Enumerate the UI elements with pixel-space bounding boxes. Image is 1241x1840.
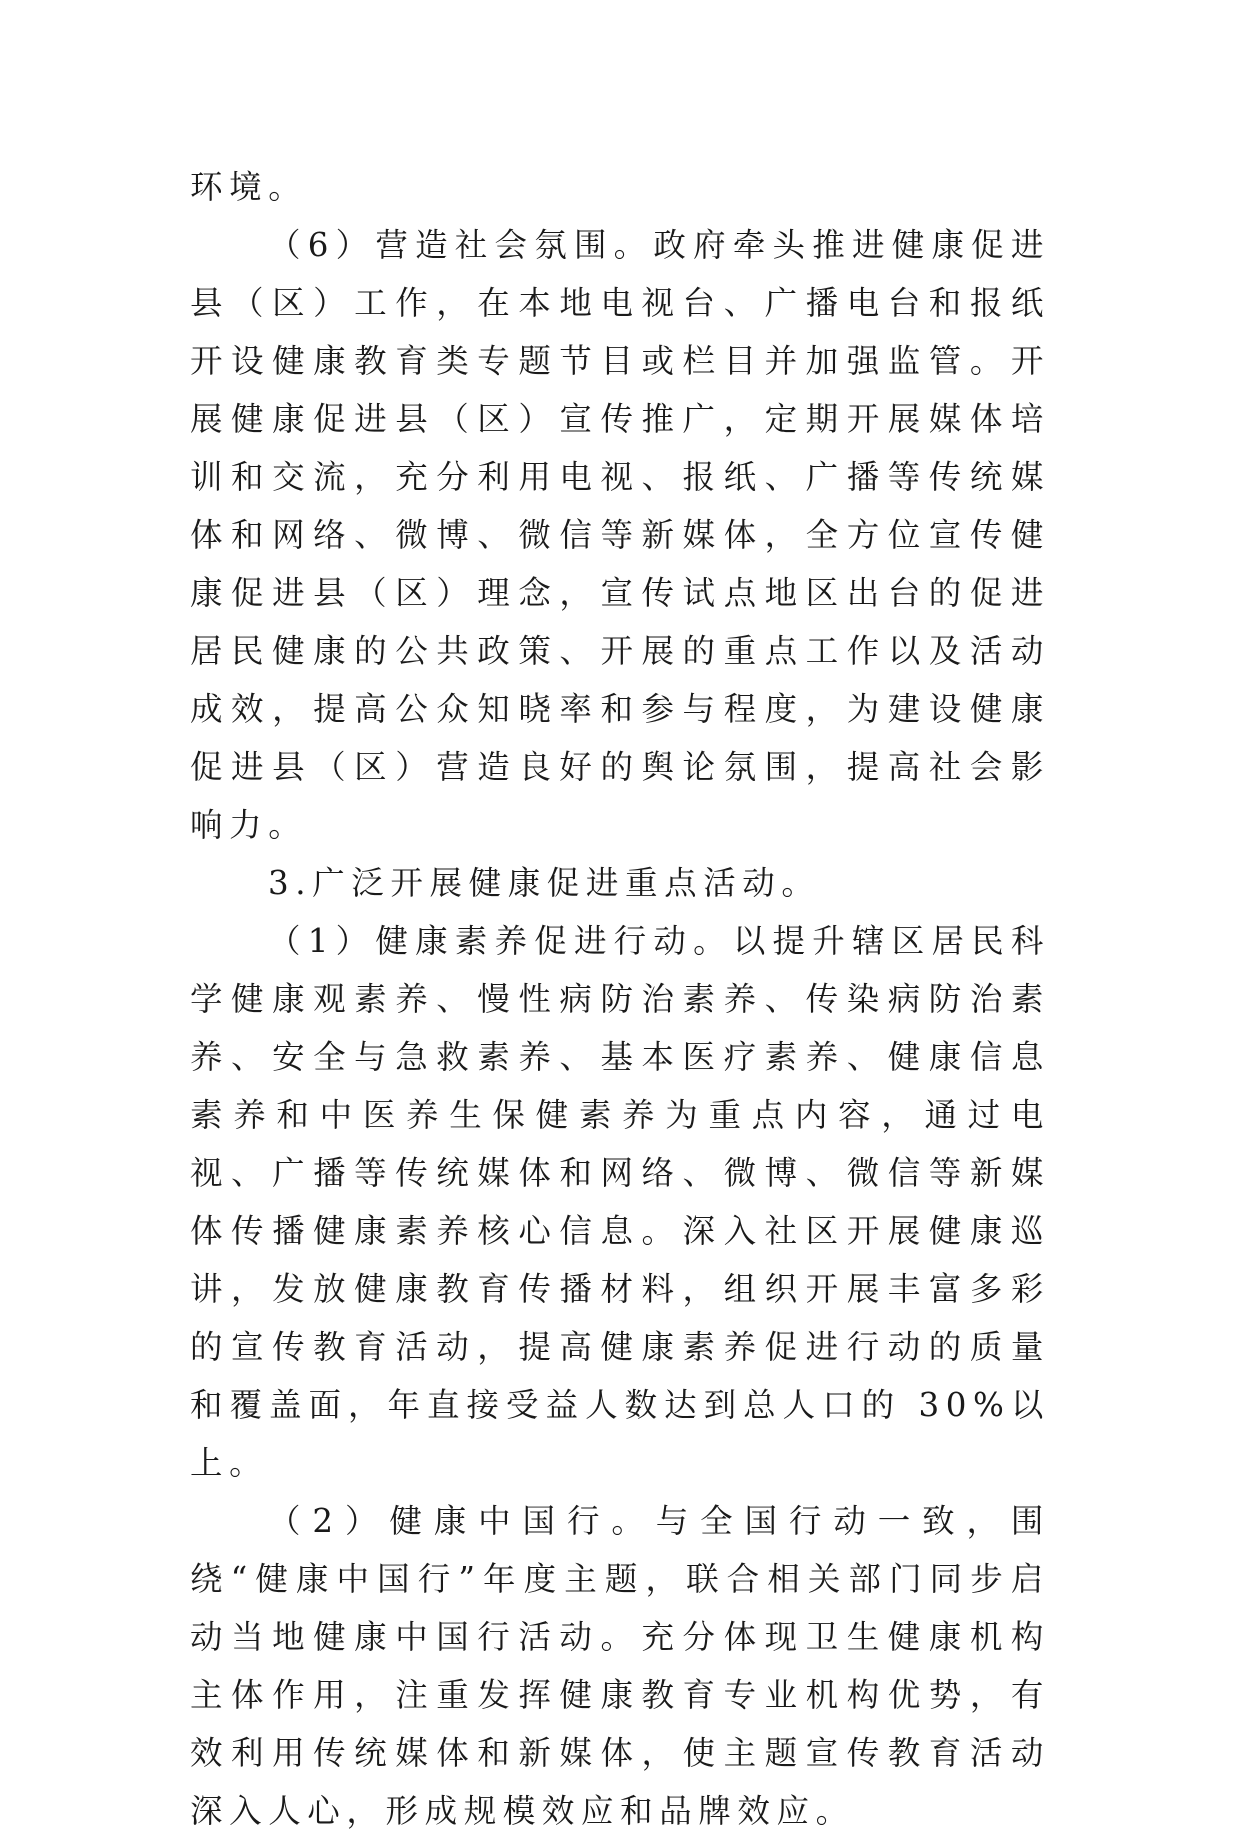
- paragraph-healthy-china-tour: （2）健康中国行。与全国行动一致，围绕“健康中国行”年度主题，联合相关部门同步启动当地健康中国行活动。充分体现卫生健康机构主体作用，注重发挥健康教育专业机构优势，有效利用传统媒体和新媒体，使主题宣传教育活动深入人心，形成规模效应和品牌效应。: [190, 1502, 1050, 1830]
- paragraph-social-atmosphere: （6）营造社会氛围。政府牵头推进健康促进县（区）工作，在本地电视台、广播电台和报纸开设健康教育类专题节目或栏目并加强监管。开展健康促进县（区）宣传推广，定期开展媒体培训和交流，充分利用电视、报纸、广播等传统媒体和网络、微博、微信等新媒体，全方位宣传健康促进县（区）理念，宣传试点地区出台的促进居民健康的公共政策、开展的重点工作以及活动成效，提高公众知晓率和参与程度，为建设健康促进县（区）营造良好的舆论氛围，提高社会影响力。: [190, 226, 1050, 844]
- paragraph-continuation: 环境。: [190, 168, 308, 206]
- paragraph-health-literacy-action: （1）健康素养促进行动。以提升辖区居民科学健康观素养、慢性病防治素养、传染病防治素养、安全与急救素养、基本医疗素养、健康信息素养和中医养生保健素养为重点内容，通过电视、广播等传统媒体和网络、微博、微信等新媒体传播健康素养核心信息。深入社区开展健康巡讲，发放健康教育传播材料，组织开展丰富多彩的宣传教育活动，提高健康素养促进行动的质量和覆盖面，年直接受益人数达到总人口的 30%以上。: [190, 922, 1050, 1482]
- document-body: [190, 158, 1050, 1840]
- section-heading-key-activities: 3.广泛开展健康促进重点活动。: [268, 864, 821, 902]
